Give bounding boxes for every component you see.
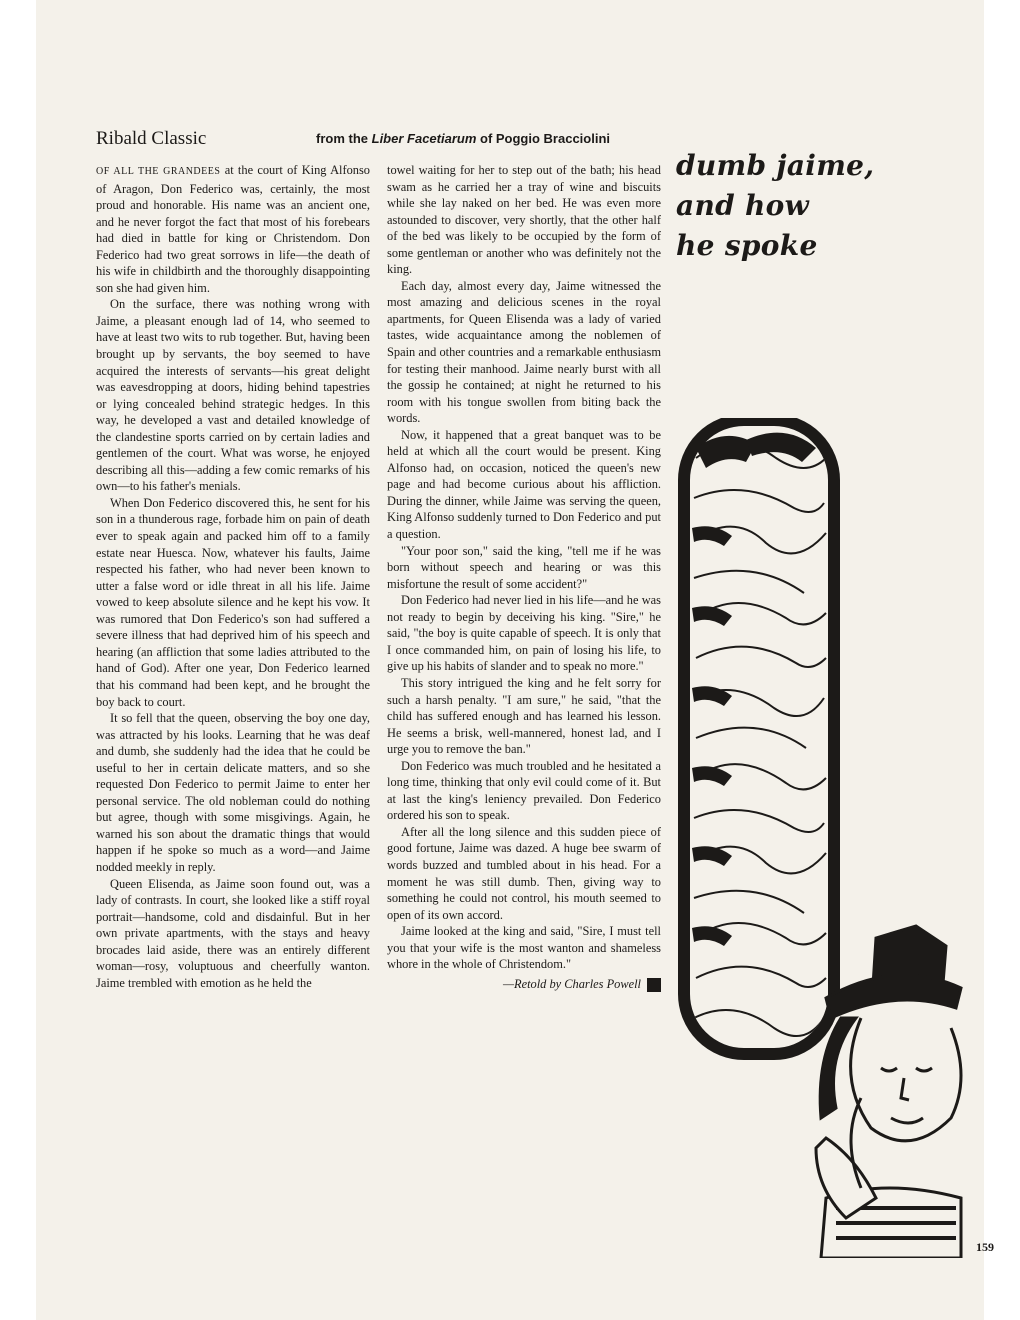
paragraph-1-text: at the court of King Alfonso of Aragon, Don Federico was, certainly, the most proud and honorable. His name was an ancient one, and he never forgot the fact that most of his forebears had died in battle for king or Christendom. Don Federico had two great sorrows in life—the death of his wife in childbirth and the thoroughly disappointing son she had given him. (96, 163, 370, 295)
paragraph-5: Queen Elisenda, as Jaime soon found out, was a lady of contrasts. In court, she looked like a stiff royal portrait—handsome, cold and disdainful. But in her own private apartments, with the stays and heavy brocades laid aside, there was an entirely different woman—rosy, voluptuous and cheerfully wanton. Jaime trembled with emotion as he held the (96, 876, 370, 990)
text-column-1 (96, 162, 370, 991)
paragraph-5-continued: towel waiting for her to step out of the bath; his head swam as he carried her a tray of wine and biscuits while she lay naked on her bed. He was even more astounded to discover, very shortly, that the other half of the bed was likely to be occupied by the form of some gentleman or another who was definitely not the king. (387, 163, 661, 277)
paragraph-3: When Don Federico discovered this, he sent for his son in a thunderous rage, forbade him on pain of death ever to speak again and packed him off to a family estate near Huesca. Now, whatever his faults, Jaime respected his father, who had never been known to utter a false word or idle threat in all his life. Jaime vowed to keep absolute silence and he kept his vow. It was rumored that Don Federico's son had suffered a severe illness that had deprived him of his speech and hearing (an affliction that some ladies attributed to the hand of God). After one year, Don Federico learned that his command had been kept, and he brought the boy back to court. (96, 495, 370, 709)
illustration (676, 418, 966, 1258)
credit-text: —Retold by Charles Powell (502, 976, 641, 991)
section-label: Ribald Classic (96, 128, 207, 149)
paragraph-7: Now, it happened that a great banquet was to be held at which all the court would be present. King Alfonso had, on occasion, noticed the queen's new page and had become curious about his affliction. During the dinner, while Jaime was serving the queen, King Alfonso suddenly turned to Don Federico and put a question. (387, 427, 661, 542)
magazine-page (36, 0, 994, 1320)
paragraph-11: Don Federico was much troubled and he hesitated a long time, thinking that only evil could come of it. But at last the king's leniency prevailed. Don Federico ordered his son to speak. (387, 758, 661, 823)
story-title (676, 146, 936, 266)
paragraph-1 (96, 162, 370, 296)
paragraph-8: "Your poor son," said the king, "tell me if he was born without speech and hearing or was this misfortune the result of some accident?" (387, 543, 661, 591)
title-line-1: dumb jaime, (676, 149, 875, 182)
paragraph-10: This story intrigued the king and he felt sorry for such a harsh penalty. "I am sure," he said, "that the child has suffered enough and has learned his lesson. He seems a brisk, well-mannered, honest lad, and I urge you to remove the ban." (387, 675, 661, 757)
page-number: 159 (976, 1240, 994, 1254)
source-suffix: of Poggio Bracciolini (476, 131, 611, 146)
paragraph-4: It so fell that the queen, observing the boy one day, was attracted by his looks. Learning that he was deaf and dumb, she suddenly had the idea that he could be useful to her in certain delicate matters, and so she requested Don Federico to permit Jaime to enter her personal service. The old nobleman could do nothing but agree, though with some misgivings. Again, he warned his son about the dramatic things that would happen if he spoke so much as a word—and Jaime nodded meekly in reply. (96, 711, 370, 874)
title-line-3: he spoke (676, 229, 818, 262)
paragraph-9: Don Federico had never lied in his life—and he was not ready to begin by deceiving his king. "Sire," he said, "the boy is quite capable of speech. It is only that I once commanded him, on pain of losing his life, to give up his habits of slander and to speak no more." (387, 593, 661, 674)
paragraph-13: Jaime looked at the king and said, "Sire, I must tell you that your wife is the most wanton and shameless whore in the whole of Christendom." (387, 924, 661, 972)
paragraph-2: On the surface, there was nothing wrong with Jaime, a pleasant enough lad of 14, who seemed to have at least two wits to rub together. But, having been brought up by servants, the boy seemed to have acquired the interests of servants—his great delight was eavesdropping at doors, hiding behind tapestries or lying concealed behind strategic hedges. In this way, he developed a vast and detailed knowledge of the clandestine sports carried on by certain ladies and gentlemen of the court. What was worse, he enjoyed describing all this—adding a few comic remarks of his own—to his father's menials. (96, 297, 370, 494)
crowd-panel-illustration (684, 420, 834, 1054)
text-column-2 (387, 162, 669, 992)
title-line-2: and how (676, 189, 810, 222)
author-credit (387, 976, 669, 993)
source-title: Liber Facetiarum (371, 131, 477, 146)
paragraph-6: Each day, almost every day, Jaime witnessed the most amazing and delicious scenes in the royal apartments, for Queen Elisenda was a lady of varied tastes, wide acquaintance among the noblemen of Spain and other countries and a remarkable enthusiasm for testing their manhood. Jaime nearly burst with all the gossip he contained; at night he returned to his room with his tongue swollen from biting back the words. (387, 278, 661, 426)
source-line (316, 131, 610, 146)
rabbit-logo-icon: ◆ (647, 978, 661, 992)
source-prefix: from the (316, 131, 372, 146)
paragraph-12: After all the long silence and this sudden piece of good fortune, Jaime was dazed. A huge bee swarm of words buzzed and tumbled about in his head. For a moment he was still dumb. Then, giving way to something he could not control, his mouth seemed to open of its own accord. (387, 824, 661, 922)
lead-caps: OF ALL THE GRANDEES (96, 166, 221, 177)
